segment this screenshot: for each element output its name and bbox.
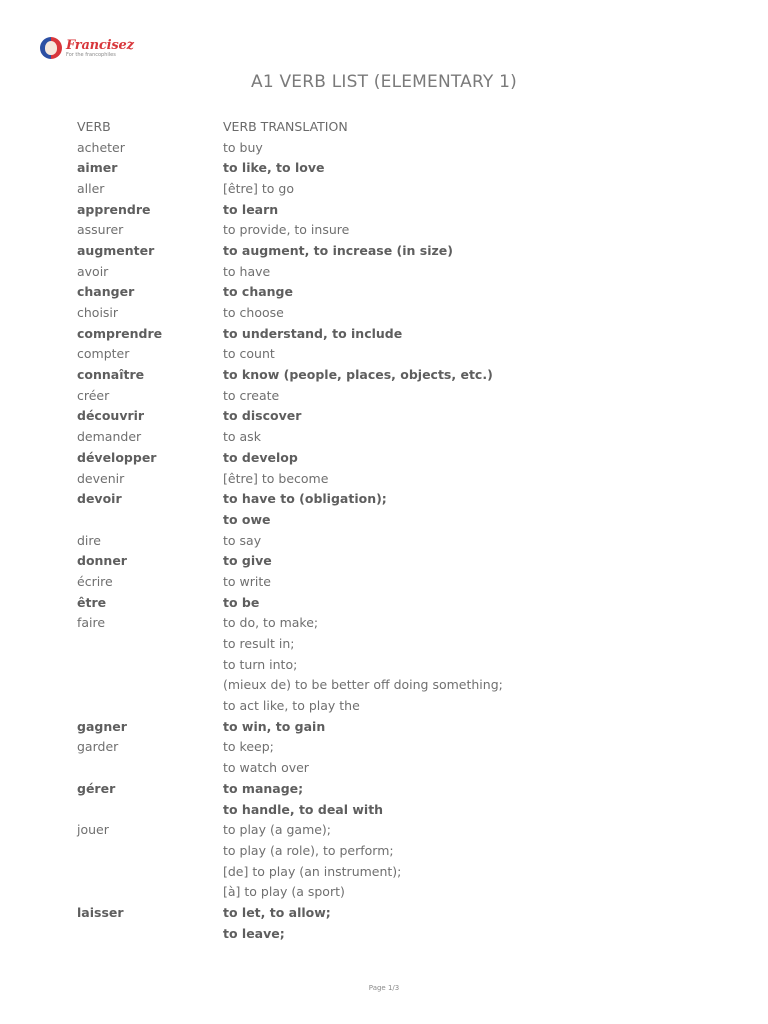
translation-cell: to play (a role), to perform; xyxy=(223,842,394,858)
translation-cell: to owe xyxy=(223,511,271,527)
translation-cell: to manage; xyxy=(223,780,304,796)
table-row xyxy=(77,633,697,654)
verb-cell: créer xyxy=(77,387,110,403)
translation-cell: to result in; xyxy=(223,636,295,652)
verb-cell: jouer xyxy=(77,822,109,838)
table-row xyxy=(77,157,697,178)
logo-text xyxy=(66,39,134,58)
table-row xyxy=(77,550,697,571)
translation-cell: [de] to play (an instrument); xyxy=(223,863,402,879)
table-row xyxy=(77,468,697,489)
translation-cell: to have xyxy=(223,263,271,279)
translation-cell: to turn into; xyxy=(223,656,298,672)
table-row xyxy=(77,799,697,820)
table-row xyxy=(77,219,697,240)
brand-name: Francisez xyxy=(66,37,134,53)
table-row xyxy=(77,302,697,323)
translation-cell: to augment, to increase (in size) xyxy=(223,242,453,258)
brand-tagline: For the francophiles xyxy=(66,51,116,58)
table-row xyxy=(77,757,697,778)
table-row xyxy=(77,282,697,303)
verb-cell: aller xyxy=(77,180,105,196)
translation-cell: to change xyxy=(223,284,293,300)
table-row xyxy=(77,509,697,530)
verb-cell: gagner xyxy=(77,718,127,734)
translation-cell: to know (people, places, objects, etc.) xyxy=(223,367,493,383)
verb-cell: garder xyxy=(77,739,119,755)
verb-cell: augmenter xyxy=(77,242,155,258)
table-row xyxy=(77,240,697,261)
translation-cell: to write xyxy=(223,573,271,589)
translation-cell: to be xyxy=(223,594,260,610)
verb-cell: comprendre xyxy=(77,325,163,341)
table-row xyxy=(77,199,697,220)
verb-cell: laisser xyxy=(77,904,124,920)
table-row xyxy=(77,530,697,551)
translation-cell: to say xyxy=(223,532,262,548)
table-row xyxy=(77,571,697,592)
verb-cell: dire xyxy=(77,532,101,548)
verb-cell: être xyxy=(77,594,107,610)
translation-cell: to like, to love xyxy=(223,160,325,176)
page-number: Page 1/3 xyxy=(368,984,400,992)
header-verb: VERB xyxy=(77,118,111,134)
translation-cell: to play (a game); xyxy=(223,822,332,838)
table-row xyxy=(77,323,697,344)
table-row xyxy=(77,385,697,406)
table-row xyxy=(77,488,697,509)
verb-cell: découvrir xyxy=(77,408,145,424)
verb-table xyxy=(77,116,697,944)
logo-icon xyxy=(40,37,62,59)
header-translation: VERB TRANSLATION xyxy=(223,118,348,134)
verb-cell: avoir xyxy=(77,263,109,279)
translation-cell: to provide, to insure xyxy=(223,222,350,238)
translation-cell: to act like, to play the xyxy=(223,698,360,714)
verb-cell: aimer xyxy=(77,160,118,176)
verb-cell: choisir xyxy=(77,305,119,321)
verb-cell: devoir xyxy=(77,491,122,507)
translation-cell: to watch over xyxy=(223,760,309,776)
verb-cell: écrire xyxy=(77,573,113,589)
table-row xyxy=(77,737,697,758)
table-row xyxy=(77,819,697,840)
table-row xyxy=(77,426,697,447)
translation-cell: to count xyxy=(223,346,275,362)
verb-cell: faire xyxy=(77,615,106,631)
verb-cell: devenir xyxy=(77,470,125,486)
table-row xyxy=(77,364,697,385)
translation-cell: to handle, to deal with xyxy=(223,801,384,817)
translation-cell: to choose xyxy=(223,305,284,321)
table-row xyxy=(77,695,697,716)
translation-cell: [être] to become xyxy=(223,470,329,486)
table-row xyxy=(77,902,697,923)
table-row xyxy=(77,613,697,634)
table-row xyxy=(77,716,697,737)
verb-cell: changer xyxy=(77,284,135,300)
table-row xyxy=(77,592,697,613)
translation-cell: (mieux de) to be better off doing something; xyxy=(223,677,503,693)
verb-cell: assurer xyxy=(77,222,124,238)
verb-cell: acheter xyxy=(77,139,125,155)
translation-cell: to have to (obligation); xyxy=(223,491,387,507)
table-row xyxy=(77,261,697,282)
translation-cell: to develop xyxy=(223,449,298,465)
translation-cell: [être] to go xyxy=(223,180,294,196)
table-row xyxy=(77,447,697,468)
translation-cell: to learn xyxy=(223,201,279,217)
verb-cell: apprendre xyxy=(77,201,151,217)
table-row xyxy=(77,675,697,696)
table-row xyxy=(77,923,697,944)
table-row xyxy=(77,178,697,199)
translation-cell: to discover xyxy=(223,408,302,424)
translation-cell: to let, to allow; xyxy=(223,904,331,920)
translation-cell: to leave; xyxy=(223,925,285,941)
translation-cell: to do, to make; xyxy=(223,615,319,631)
translation-cell: to give xyxy=(223,553,272,569)
table-row xyxy=(77,881,697,902)
table-row xyxy=(77,406,697,427)
table-row xyxy=(77,137,697,158)
table-header xyxy=(77,116,697,137)
table-row xyxy=(77,778,697,799)
verb-cell: compter xyxy=(77,346,130,362)
translation-cell: to keep; xyxy=(223,739,274,755)
verb-cell: gérer xyxy=(77,780,116,796)
table-row xyxy=(77,861,697,882)
verb-cell: donner xyxy=(77,553,127,569)
verb-cell: développer xyxy=(77,449,157,465)
table-body xyxy=(77,137,697,944)
translation-cell: to create xyxy=(223,387,280,403)
verb-cell: connaître xyxy=(77,367,145,383)
table-row xyxy=(77,840,697,861)
verb-cell: demander xyxy=(77,429,142,445)
document-title: A1 VERB LIST (ELEMENTARY 1) xyxy=(251,72,517,92)
translation-cell: to win, to gain xyxy=(223,718,326,734)
translation-cell: to buy xyxy=(223,139,263,155)
brand-logo xyxy=(40,34,134,62)
translation-cell: to ask xyxy=(223,429,261,445)
translation-cell: to understand, to include xyxy=(223,325,403,341)
translation-cell: [à] to play (a sport) xyxy=(223,884,345,900)
table-row xyxy=(77,344,697,365)
table-row xyxy=(77,654,697,675)
